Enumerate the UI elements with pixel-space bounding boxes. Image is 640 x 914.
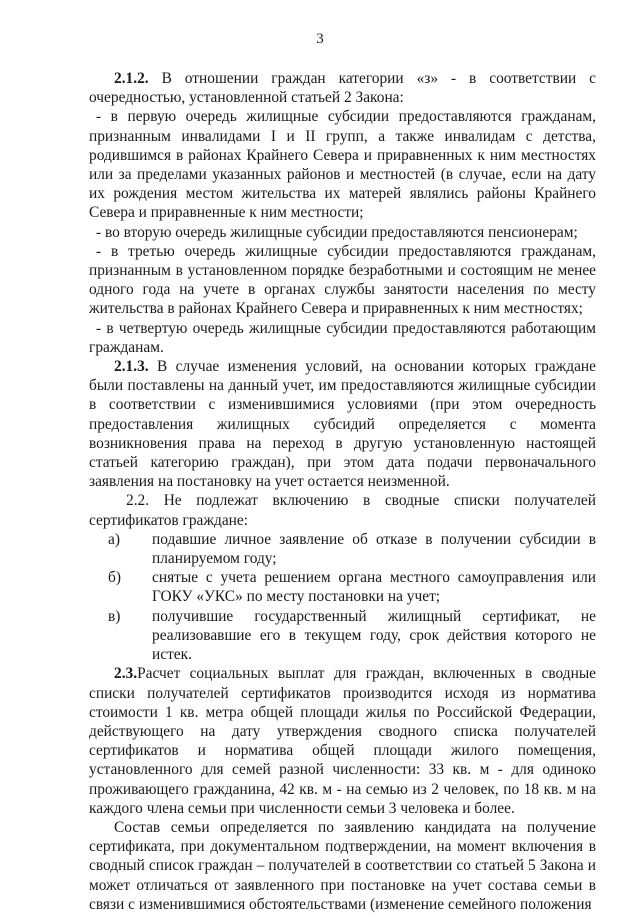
item-letter: б) bbox=[108, 569, 121, 587]
item-letter: а) bbox=[108, 530, 120, 548]
section-2-3 bbox=[89, 664, 596, 818]
family-composition-paragraph: Состав семьи определяется по заявлению кандидата на получение сертификата, при документальном подтверждении, на момент включения в сводный список граждан – получателей в соответствии со статьей 5 Закона и может отличаться от заявленного при постановке на учет состава семьи в связи с изменившимися обстоятельствами (изменение семейного положения bbox=[89, 818, 596, 913]
exclusion-item bbox=[89, 568, 596, 606]
item-letter: в) bbox=[108, 607, 121, 625]
item-text: снятые с учета решением органа местного самоуправления или ГОКУ «УКС» по месту постановки на учет; bbox=[152, 569, 596, 606]
section-2-2-intro: 2.2. Не подлежат включению в сводные списки получателей сертификатов граждане: bbox=[89, 492, 596, 529]
priority-item: - во вторую очередь жилищные субсидии предоставляются пенсионерам; bbox=[96, 223, 578, 241]
exclusion-item bbox=[89, 530, 596, 568]
priority-item: - в первую очередь жилищные субсидии предоставляются гражданам, признанным инвалидами I и II групп, а также инвалидам с детства, родившимся в районах Крайнего Севера и приравненных к ним местностях или за пределами указанных районов и местностей (в случае, если на дату их рождения местом жительства их матерей являлись районы Крайнего Севера и приравненные к ним местности; bbox=[89, 108, 596, 222]
section-text: В отношении граждан категории «з» - в соответствии с очередностью, установленной статьей 2 Закона: bbox=[89, 70, 596, 107]
section-2-1-3 bbox=[89, 357, 596, 491]
section-2-1-2-intro bbox=[89, 69, 596, 107]
exclusion-item bbox=[89, 607, 596, 665]
priority-item: - в четвертую очередь жилищные субсидии предоставляются работающим гражданам. bbox=[89, 319, 596, 356]
priority-item: - в третью очередь жилищные субсидии предоставляются гражданам, признанным в установленном порядке безработными и состоящим не менее одного года на учете в органах службы занятости населения по месту жительства в районах Крайнего Севера и приравненных к ним местностях; bbox=[89, 242, 596, 318]
section-number: 2.1.2. bbox=[114, 70, 149, 87]
section-text: В случае изменения условий, на основании которых граждане были поставлены на данный учет, им предоставляются жилищные субсидии в соответствии с изменившимися условиями (при этом очередность предоставления жилищных субсидий определяется с момента возникновения права на переход в другую установленную настоящей статьей категорию граждан), при этом дата подачи первоначального заявления на постановку на учет остается неизменной. bbox=[89, 358, 596, 491]
item-text: подавшие личное заявление об отказе в получении субсидии в планируемом году; bbox=[152, 530, 596, 568]
document-body bbox=[89, 69, 596, 914]
item-text: получившие государственный жилищный сертификат, не реализовавшие его в текущем году, срок действия которого не истек. bbox=[152, 607, 596, 664]
section-text: Расчет социальных выплат для граждан, включенных в сводные списки получателей сертификатов производится исходя из норматива стоимости 1 кв. метра общей площади жилья по Российской Федерации, действующего на дату утверждения сводного списка получателей сертификатов и норматива общей площади жилого помещения, установленного для семей разной численности: 33 кв. м - для одиноко проживающего гражданина, 42 кв. м - на семью из 2 человек, по 18 кв. м на каждого члена семьи при численности семьи 3 человека и более. bbox=[89, 665, 596, 817]
section-number: 2.1.3. bbox=[114, 358, 149, 376]
page-number: 3 bbox=[316, 31, 324, 47]
section-number: 2.3. bbox=[114, 665, 138, 683]
